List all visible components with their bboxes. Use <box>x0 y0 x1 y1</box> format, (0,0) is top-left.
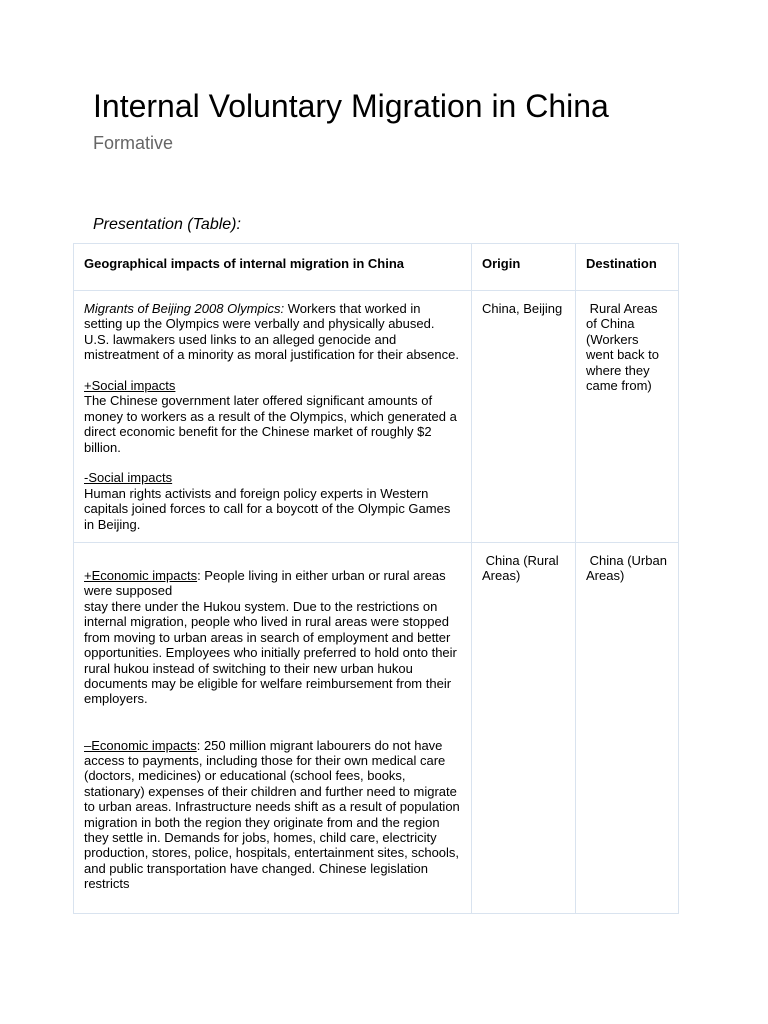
origin-cell <box>472 291 576 543</box>
destination-text: China (Urban Areas) <box>586 553 670 584</box>
header-destination: Destination <box>576 244 679 291</box>
table-header-row <box>74 244 679 291</box>
positive-impact-label: +Social impacts <box>84 378 176 394</box>
negative-impact-label: -Social impacts <box>84 470 173 486</box>
negative-impact-detail: : 250 million migrant labourers do not have access to payments, including those for their own medical care (doctors, medicines) or educational (school fees, books, stationary) expenses of their children and further need to migrate to urban areas. Infrastructure needs shift as a result of population migration in both the region they originate from and the region they settle in. Demands for jobs, homes, child care, electricity production, stores, police, hospitals, entertainment sites, schools, and public transportation have changed. Chinese legislation restricts <box>84 737 460 892</box>
page-title: Internal Voluntary Migration in China <box>93 88 609 124</box>
page-subtitle: Formative <box>93 133 174 153</box>
negative-impact-label: –Economic impacts <box>84 737 197 753</box>
origin-text: China, Beijing <box>482 301 563 316</box>
destination-cell <box>576 543 679 914</box>
positive-impact-text <box>84 568 461 599</box>
table-row <box>74 543 679 914</box>
impacts-cell <box>74 291 472 543</box>
event-description <box>84 301 461 363</box>
event-label: Migrants of Beijing 2008 Olympics: <box>84 301 285 316</box>
header-impacts: Geographical impacts of internal migration in China <box>74 244 472 291</box>
origin-cell <box>472 543 576 914</box>
positive-impact-intro: : People living in either urban or rural areas were supposed <box>84 568 446 599</box>
origin-text: China (Rural Areas) <box>482 553 562 584</box>
table-row <box>74 291 679 543</box>
positive-impact-label: +Economic impacts <box>84 568 198 584</box>
negative-impact-text: Human rights activists and foreign policy experts in Western capitals joined forces to call for a boycott of the Olympic Games in Beijing. <box>84 485 451 532</box>
negative-impact-text <box>84 738 461 892</box>
positive-impact-text: The Chinese government later offered significant amounts of money to workers as a result of the Olympics, which generated a direct economic benefit for the Chinese market of roughly $2 billion. <box>84 393 457 455</box>
destination-text: Rural Areas of China (Workers went back to where they came from) <box>586 301 663 394</box>
positive-impact-detail: stay there under the Hukou system. Due to the restrictions on internal migration, people who lived in rural areas were stopped from moving to urban areas in search of employment and better opportunities. Employees who initially preferred to hold onto their rural hukou instead of switching to their new urban hukou documents may be eligible for welfare reimbursement from their employers. <box>84 598 457 707</box>
destination-cell <box>576 291 679 543</box>
section-heading: Presentation (Table): <box>93 216 241 233</box>
event-text: Workers that worked in setting up the Olympics were verbally and physically abused. U.S. lawmakers used links to an alleged genocide and mistreatment of a minority as moral justification for their absence. <box>84 301 459 363</box>
migration-impacts-table <box>73 243 679 914</box>
impacts-cell <box>74 543 472 914</box>
header-origin: Origin <box>472 244 576 291</box>
